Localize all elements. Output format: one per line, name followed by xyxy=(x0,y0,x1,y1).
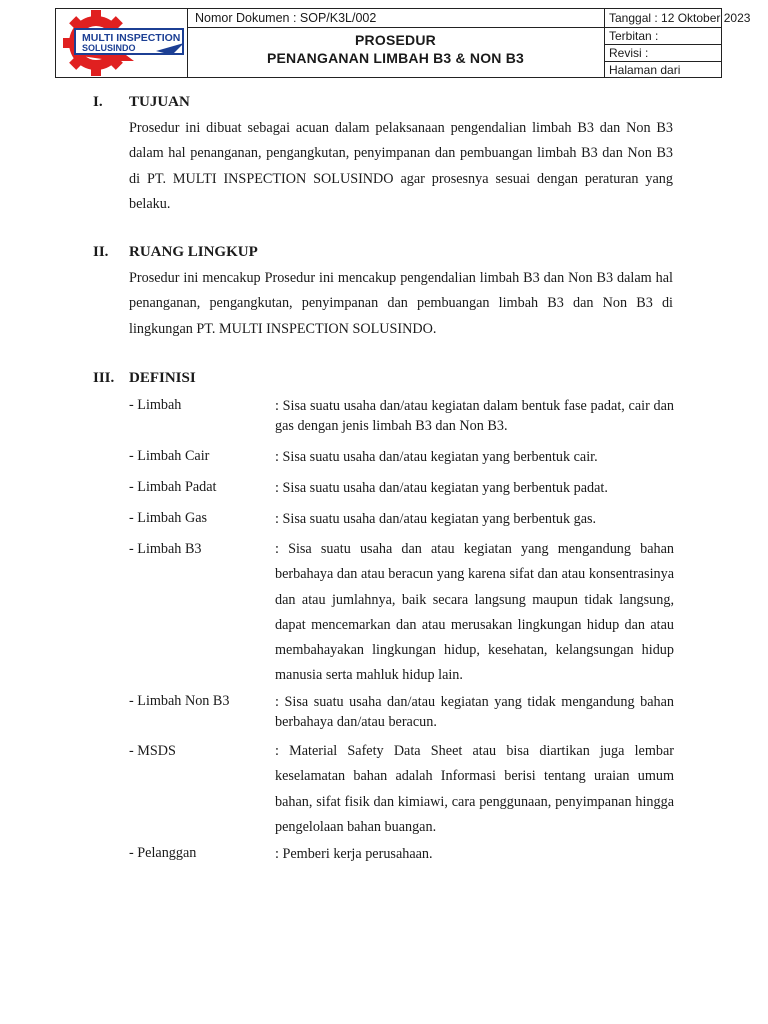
section-number: II. xyxy=(93,244,109,260)
svg-text:MULTI INSPECTION: MULTI INSPECTION xyxy=(82,32,181,44)
gear-logo-icon xyxy=(56,9,187,77)
document-number: Nomor Dokumen : SOP/K3L/002 xyxy=(187,9,604,28)
header-title-cell xyxy=(187,9,605,77)
section-number: III. xyxy=(93,370,115,386)
document-revisi: Revisi : xyxy=(604,45,721,62)
definition-desc: : Sisa suatu usaha dan/atau kegiatan yang tidak mengandung bahan berbahaya dan/atau beracun. xyxy=(275,694,674,730)
company-logo xyxy=(56,9,188,77)
definition-term: - MSDS xyxy=(129,743,176,759)
section-text-ruang-lingkup: Prosedur ini mencakup Prosedur ini mencakup pengendalian limbah B3 dan Non B3 dalam hal penanganan, pengangkutan, penyimpanan dan pembuangan limbah B3 dan Non B3 di lingkungan PT. MULTI INSPECTION SOLUSINDO. xyxy=(129,270,673,337)
definition-desc: : Pemberi kerja perusahaan. xyxy=(275,846,433,862)
definition-desc: : Material Safety Data Sheet atau bisa diartikan juga lembar keselamatan bahan adalah Informasi berisi tentang uraian umum bahan, sifat fisik dan kimiawi, cara penggunaan, penyimpanan hingga pengelolaan bahan buangan. xyxy=(275,743,674,835)
definition-term: - Limbah B3 xyxy=(129,541,202,557)
section-text-tujuan: Prosedur ini dibuat sebagai acuan dalam pelaksanaan pengendalian limbah B3 dan Non B3 dalam hal penanganan, pengangkutan, penyimpanan dan pembuangan limbah B3 dan Non B3 di PT. MULTI INSPECTION SOLUSINDO agar prosesnya sesuai dengan peraturan yang belaku. xyxy=(129,120,673,212)
definition-term: - Limbah Padat xyxy=(129,479,217,495)
section-heading-tujuan xyxy=(93,94,190,111)
document-terbitan: Terbitan : xyxy=(604,28,721,45)
document-title-line2: PENANGANAN LIMBAH B3 & NON B3 xyxy=(266,50,525,66)
definition-desc: : Sisa suatu usaha dan/atau kegiatan yang berbentuk cair. xyxy=(275,449,598,465)
document-date: Tanggal : 12 Oktober 2023 xyxy=(604,9,721,28)
document-title-line1: PROSEDUR xyxy=(355,32,436,48)
section-heading-definisi xyxy=(93,370,196,387)
definition-term: - Pelanggan xyxy=(129,845,197,861)
document-header xyxy=(55,8,751,78)
definition-desc: : Sisa suatu usaha dan/atau kegiatan yang berbentuk gas. xyxy=(275,511,597,527)
section-title: TUJUAN xyxy=(129,94,190,110)
definition-term: - Limbah Non B3 xyxy=(129,693,230,709)
svg-text:SOLUSINDO: SOLUSINDO xyxy=(82,43,136,53)
definition-term: - Limbah Gas xyxy=(129,510,208,526)
document-halaman: Halaman dari xyxy=(609,63,681,77)
definition-term: - Limbah Cair xyxy=(129,448,210,464)
section-number: I. xyxy=(93,94,103,110)
definition-desc: : Sisa suatu usaha dan/atau kegiatan yang berbentuk padat. xyxy=(275,480,608,496)
definition-desc: : Sisa suatu usaha dan atau kegiatan yang mengandung bahan berbahaya dan atau beracun yang karena sifat dan atau konsentrasinya dan atau jumlahnya, baik secara langsung maupun tidak langsung, dapat mencemarkan dan atau merusakan lingkungan hidup dan atau membahayakan lingkungan hidup, kesehatan, kelangsungan hidup manusia serta mahluk hidup lain. xyxy=(275,541,674,684)
definition-desc: : Sisa suatu usaha dan/atau kegiatan dalam bentuk fase padat, cair dan gas dengan jenis limbah B3 dan Non B3. xyxy=(275,398,674,434)
section-title: RUANG LINGKUP xyxy=(129,244,258,260)
section-title: DEFINISI xyxy=(129,370,196,386)
section-heading-ruang-lingkup xyxy=(93,244,258,261)
header-info-cell xyxy=(604,9,751,77)
definition-term: - Limbah xyxy=(129,397,182,413)
